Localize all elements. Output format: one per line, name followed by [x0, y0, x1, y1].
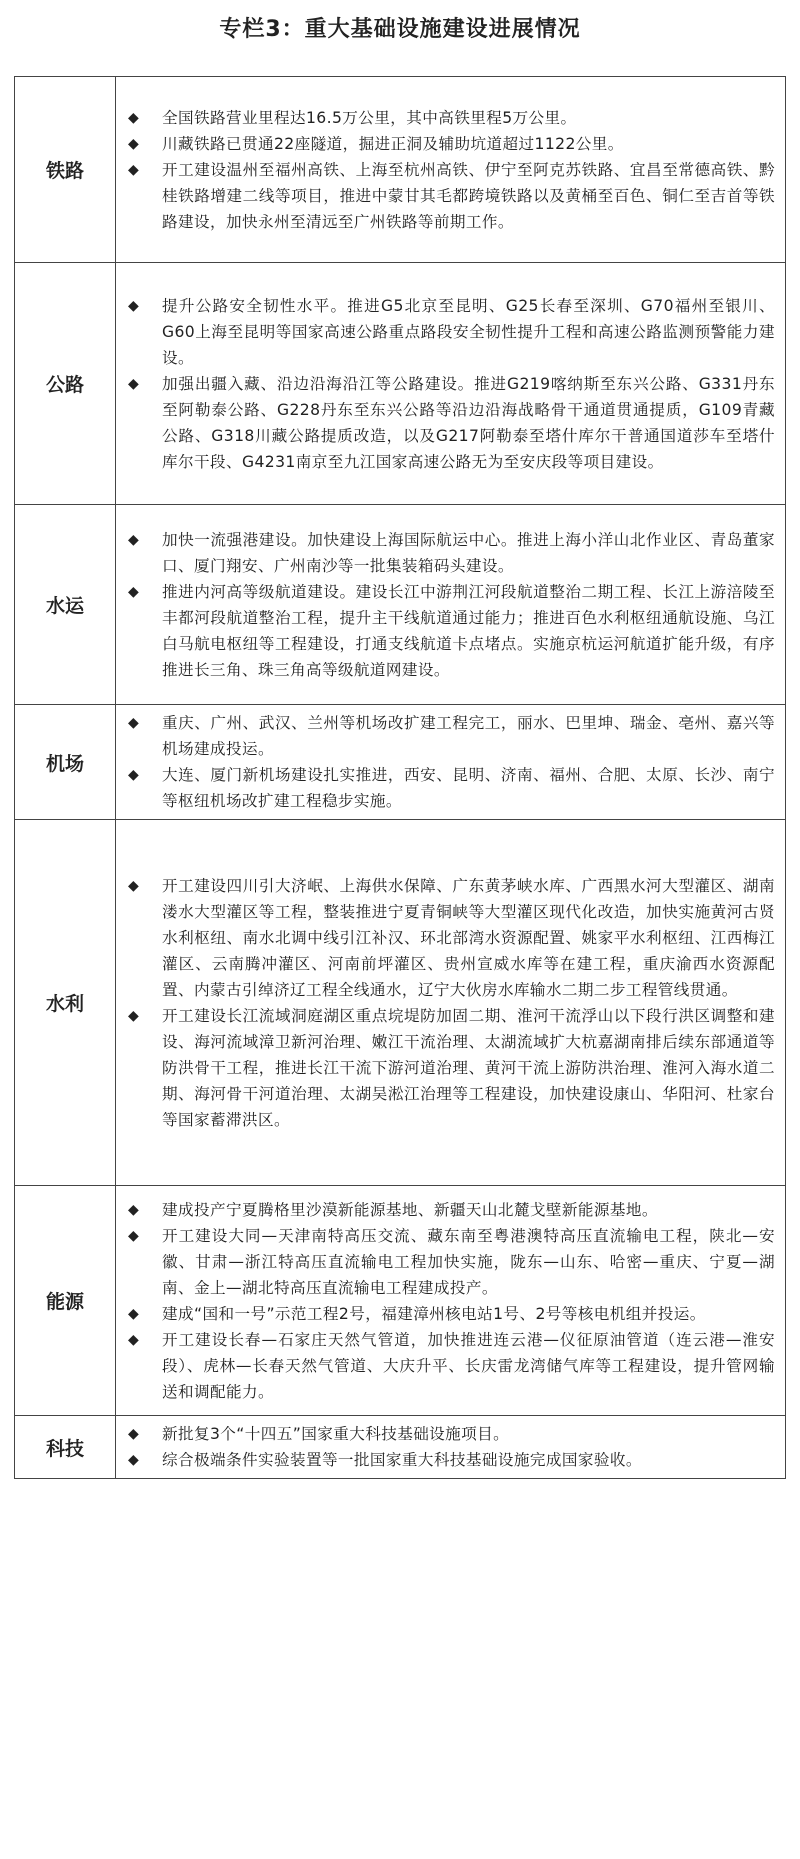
list-item-text: 开工建设大同—天津南特高压交流、藏东南至粤港澳特高压直流输电工程，陕北—安徽、甘肃—浙江特高压直流输电工程加快实施，陇东—山东、哈密—重庆、宁夏—湖南、金上—湖北特高压直流输电工程建成投产。 [162, 1226, 775, 1297]
list-item-text: 综合极端条件实验装置等一批国家重大科技基础设施完成国家验收。 [162, 1451, 642, 1469]
table-row [15, 705, 786, 820]
list-item-text: 建成投产宁夏腾格里沙漠新能源基地、新疆天山北麓戈壁新能源基地。 [162, 1200, 658, 1219]
category-items [116, 505, 786, 705]
diamond-bullet-icon: ◆ [128, 1201, 140, 1218]
list-item [128, 579, 775, 683]
category-label: 水利 [15, 820, 116, 1186]
list-item-text: 开工建设温州至福州高铁、上海至杭州高铁、伊宁至阿克苏铁路、宜昌至常德高铁、黔桂铁路增建二线等项目，推进中蒙甘其毛都跨境铁路以及黄桶至百色、铜仁至吉首等铁路建设，加快永州至清远至广州铁路等前期工作。 [162, 160, 775, 231]
diamond-bullet-icon: ◆ [128, 877, 140, 894]
diamond-bullet-icon: ◆ [128, 1331, 140, 1348]
diamond-bullet-icon: ◆ [128, 715, 140, 731]
category-label: 水运 [15, 505, 116, 705]
list-item [128, 1301, 775, 1327]
list-item [128, 157, 775, 235]
list-item-text: 新批复3个“十四五”国家重大科技基础设施项目。 [162, 1425, 510, 1443]
page-title: 专栏3：重大基础设施建设进展情况 [219, 17, 581, 42]
diamond-bullet-icon: ◆ [128, 531, 140, 548]
list-item [128, 131, 775, 157]
category-label: 机场 [15, 705, 116, 820]
list-item [128, 1327, 775, 1405]
list-item [128, 710, 775, 762]
list-item [128, 1197, 775, 1223]
list-item [128, 1003, 775, 1133]
category-label: 科技 [15, 1416, 116, 1479]
list-item-text: 重庆、广州、武汉、兰州等机场改扩建工程完工，丽水、巴里坤、瑞金、亳州、嘉兴等机场建成投运。 [162, 714, 775, 758]
list-item-text: 开工建设长江流域洞庭湖区重点垸堤防加固二期、淮河干流浮山以下段行洪区调整和建设、海河流域漳卫新河治理、嫩江干流治理、太湖流域扩大杭嘉湖南排后续东部通道等防洪骨干工程，推进长江干流下游河道治理、黄河干流上游防洪治理、淮河入海水道二期、海河骨干河道治理、太湖吴淞江治理等工程建设，加快建设康山、华阳河、杜家台等国家蓄滞洪区。 [162, 1006, 775, 1129]
list-item [128, 873, 775, 1003]
diamond-bullet-icon: ◆ [128, 1305, 140, 1322]
list-item-text: 加快一流强港建设。加快建设上海国际航运中心。推进上海小洋山北作业区、青岛董家口、厦门翔安、广州南沙等一批集装箱码头建设。 [162, 530, 775, 575]
list-item [128, 527, 775, 579]
list-item-text: 提升公路安全韧性水平。推进G5北京至昆明、G25长春至深圳、G70福州至银川、G60上海至昆明等国家高速公路重点路段安全韧性提升工程和高速公路监测预警能力建设。 [162, 296, 775, 367]
category-items [116, 705, 786, 820]
list-item-text: 推进内河高等级航道建设。建设长江中游荆江河段航道整治二期工程、长江上游涪陵至丰都河段航道整治工程，提升主干线航道通过能力；推进百色水利枢纽通航设施、乌江白马航电枢纽等工程建设，打通支线航道卡点堵点。实施京杭运河航道扩能升级，有序推进长三角、珠三角高等级航道网建设。 [162, 582, 775, 679]
list-item [128, 1447, 775, 1473]
table-row [15, 1416, 786, 1479]
list-item [128, 1421, 775, 1447]
table-row [15, 1186, 786, 1416]
list-item-text: 开工建设四川引大济岷、上海供水保障、广东黄茅峡水库、广西黑水河大型灌区、湖南溇水大型灌区等工程，整装推进宁夏青铜峡等大型灌区现代化改造，加快实施黄河古贤水利枢纽、南水北调中线引江补汉、环北部湾水资源配置、姚家平水利枢纽、江西梅江灌区、云南腾冲灌区、河南前坪灌区、贵州宣威水库等在建工程，重庆渝西水资源配置、内蒙古引绰济辽工程全线通水，辽宁大伙房水库输水二期二步工程管线贯通。 [162, 876, 775, 999]
category-items [116, 77, 786, 263]
list-item-text: 大连、厦门新机场建设扎实推进，西安、昆明、济南、福州、合肥、太原、长沙、南宁等枢纽机场改扩建工程稳步实施。 [162, 766, 775, 810]
list-item-text: 建成“国和一号”示范工程2号，福建漳州核电站1号、2号等核电机组并投运。 [162, 1304, 706, 1323]
table-row [15, 505, 786, 705]
list-item [128, 1223, 775, 1301]
diamond-bullet-icon: ◆ [128, 583, 140, 600]
infrastructure-table [14, 76, 786, 1479]
list-item [128, 371, 775, 475]
category-label: 能源 [15, 1186, 116, 1416]
category-items [116, 263, 786, 505]
category-items [116, 1186, 786, 1416]
list-item-text: 全国铁路营业里程达16.5万公里，其中高铁里程5万公里。 [162, 108, 577, 127]
diamond-bullet-icon: ◆ [128, 375, 140, 392]
category-label: 铁路 [15, 77, 116, 263]
diamond-bullet-icon: ◆ [128, 1426, 140, 1442]
table-body [15, 77, 786, 1479]
diamond-bullet-icon: ◆ [128, 767, 140, 783]
list-item-text: 开工建设长春—石家庄天然气管道，加快推进连云港—仪征原油管道（连云港—淮安段）、虎林—长春天然气管道、大庆升平、长庆雷龙湾储气库等工程建设，提升管网输送和调配能力。 [162, 1330, 775, 1401]
list-item [128, 293, 775, 371]
category-label: 公路 [15, 263, 116, 505]
table-row [15, 820, 786, 1186]
diamond-bullet-icon: ◆ [128, 161, 140, 178]
diamond-bullet-icon: ◆ [128, 135, 140, 152]
category-items [116, 1416, 786, 1479]
category-items [116, 820, 786, 1186]
list-item [128, 105, 775, 131]
list-item-text: 加强出疆入藏、沿边沿海沿江等公路建设。推进G219喀纳斯至东兴公路、G331丹东至阿勒泰公路、G228丹东至东兴公路等沿边沿海战略骨干通道贯通提质，G109青藏公路、G318川藏公路提质改造，以及G217阿勒泰至塔什库尔干普通国道莎车至塔什库尔干段、G4231南京至九江国家高速公路无为至安庆段等项目建设。 [162, 374, 775, 471]
list-item [128, 762, 775, 814]
diamond-bullet-icon: ◆ [128, 297, 140, 314]
diamond-bullet-icon: ◆ [128, 1007, 140, 1024]
table-row [15, 77, 786, 263]
diamond-bullet-icon: ◆ [128, 1227, 140, 1244]
diamond-bullet-icon: ◆ [128, 109, 140, 126]
diamond-bullet-icon: ◆ [128, 1452, 140, 1468]
table-row [15, 263, 786, 505]
list-item-text: 川藏铁路已贯通22座隧道，掘进正洞及辅助坑道超过1122公里。 [162, 134, 624, 153]
